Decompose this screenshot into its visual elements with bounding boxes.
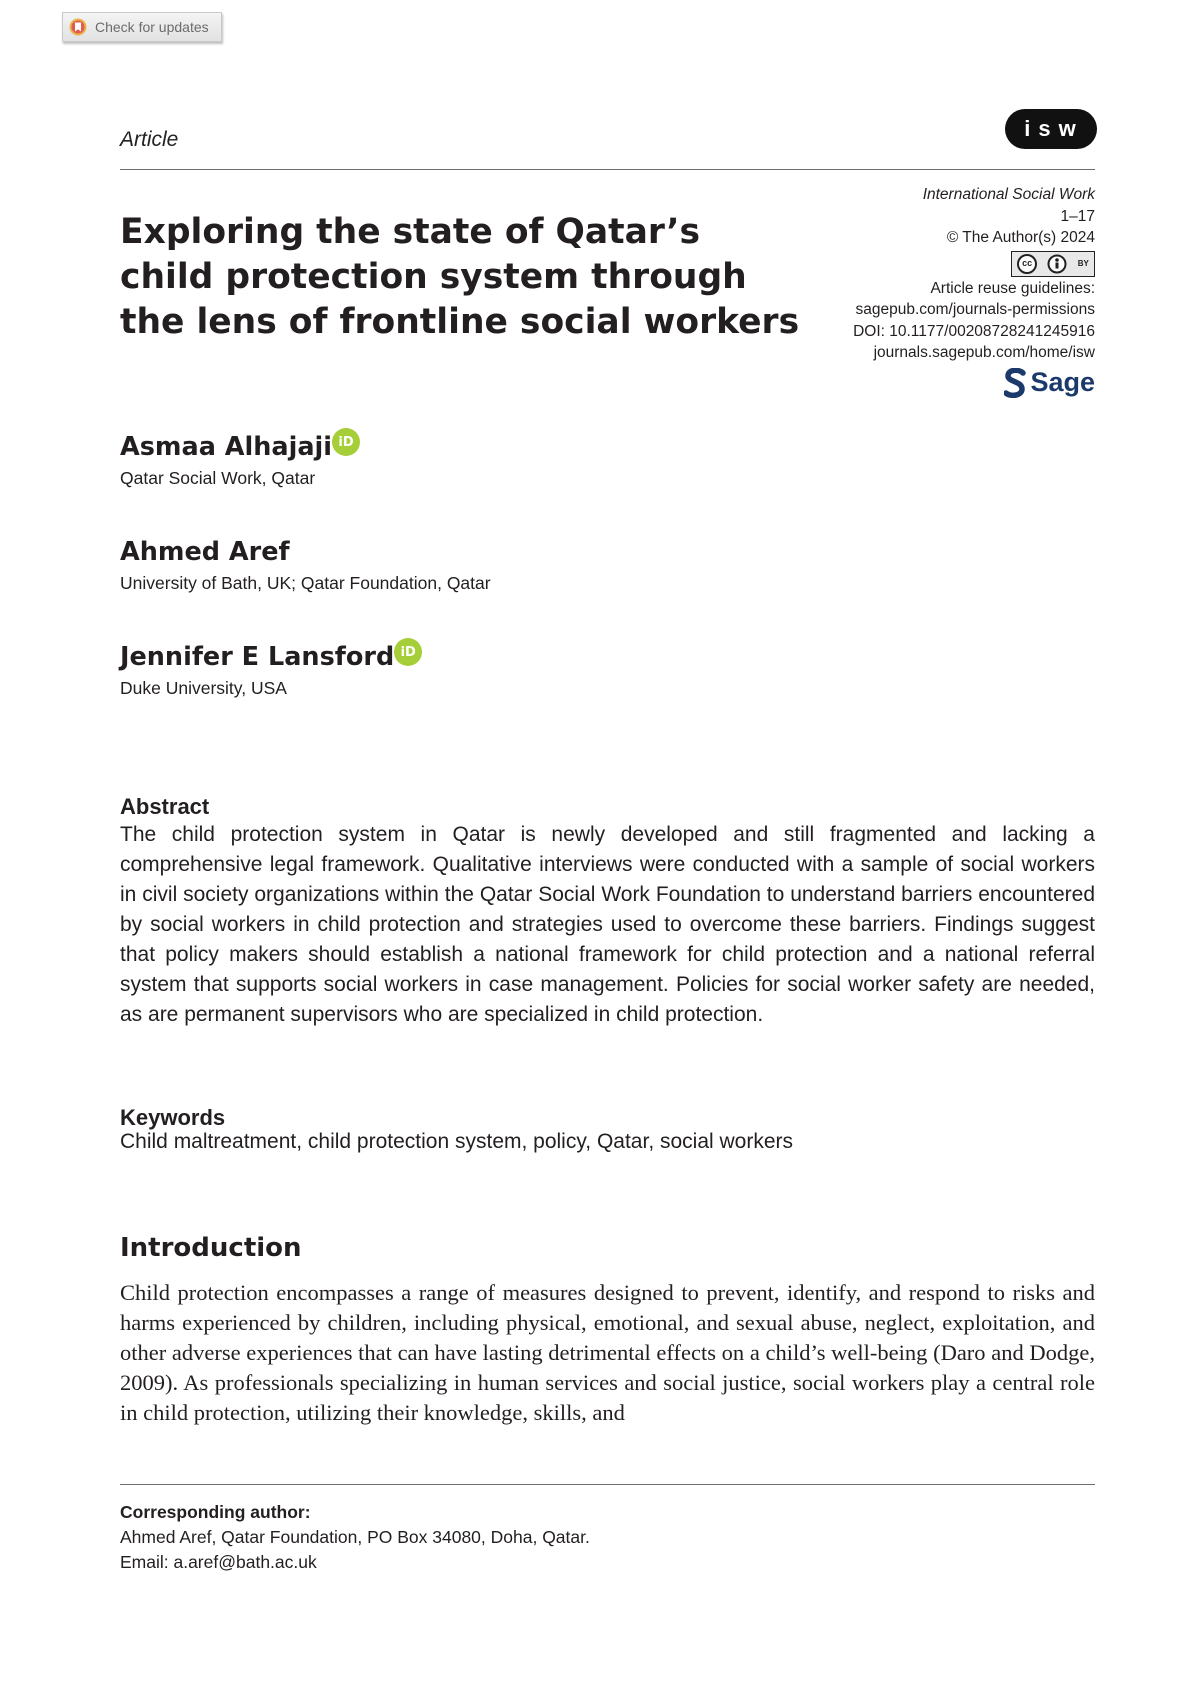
- page-range: 1–17: [1060, 207, 1095, 225]
- abstract-text: The child protection system in Qatar is newly developed and still fragmented and lacking a comprehensive legal framework. Qualitative interviews were conducted with a sample of social workers in civil society organizations within the Qatar Social Work Foundation to understand barriers encountered by social workers in child protection and strategies used to overcome these barriers. Findings suggest that policy makers should establish a national framework for child protection and a national referral system that supports social workers in case management. Policies for social worker safety are needed, as are permanent supervisors who are specialized in child protection.: [120, 823, 1095, 1026]
- corresponding-author-email[interactable]: Email: a.aref@bath.ac.uk: [120, 1552, 317, 1572]
- corresponding-author-address: Ahmed Aref, Qatar Foundation, PO Box 34080, Doha, Qatar.: [120, 1527, 590, 1547]
- introduction-text: Child protection encompasses a range of measures designed to prevent, identify, and respond to risks and harms experienced by children, including physical, emotional, and sexual abuse, neglect, exploitation, and other adverse experiences that can have lasting detrimental effects on a child’s well-being (Daro and Dodge, 2009). As professionals specializing in human services and social justice, social workers play a central role in child protection, utilizing their knowledge, skills, and: [120, 1280, 1095, 1425]
- bookmark-update-icon: [69, 18, 87, 36]
- orcid-icon[interactable]: iD: [332, 428, 360, 456]
- author-name: [120, 432, 360, 462]
- keywords-text: Child maltreatment, child protection system, policy, Qatar, social workers: [120, 1130, 794, 1153]
- check-for-updates-label: Check for updates: [95, 19, 209, 35]
- orcid-icon[interactable]: iD: [394, 638, 422, 666]
- cc-by-license-badge[interactable]: [1011, 251, 1095, 277]
- journal-logo: isw: [1005, 109, 1097, 149]
- article-title: Exploring the state of Qatar’s child protection system through the lens of frontline social workers: [120, 212, 800, 342]
- header-divider: [120, 169, 1095, 170]
- corresponding-author-label: Corresponding author:: [120, 1502, 311, 1522]
- footnote-divider: [120, 1484, 1095, 1485]
- sage-s-icon: [1004, 368, 1026, 398]
- author-name-text: Ahmed Aref: [120, 537, 290, 567]
- author-affiliation: Qatar Social Work, Qatar: [120, 468, 316, 488]
- doi-link[interactable]: DOI: 10.1177/00208728241245916: [853, 322, 1095, 340]
- author-name: [120, 642, 422, 672]
- copyright: © The Author(s) 2024: [946, 229, 1095, 246]
- article-type-label: Article: [120, 128, 179, 151]
- journal-name: International Social Work: [922, 186, 1095, 203]
- by-label: BY: [1077, 258, 1089, 268]
- author-name-text: Asmaa Alhajaji: [120, 432, 333, 462]
- author-name: [120, 537, 290, 567]
- keywords-heading: Keywords: [120, 1105, 226, 1130]
- author-affiliation: Duke University, USA: [120, 678, 287, 698]
- attribution-icon: [1047, 254, 1067, 274]
- reuse-guidelines-label: Article reuse guidelines:: [930, 279, 1095, 297]
- introduction-heading: Introduction: [120, 1233, 302, 1263]
- abstract-heading: Abstract: [120, 794, 210, 819]
- publisher-name: Sage: [1030, 366, 1095, 397]
- journal-home-link[interactable]: journals.sagepub.com/home/isw: [873, 344, 1095, 361]
- publisher-logo[interactable]: [1004, 368, 1095, 398]
- check-for-updates-button[interactable]: [62, 12, 222, 42]
- article-meta: [853, 184, 1095, 404]
- person-icon: [1047, 254, 1067, 274]
- author-name-text: Jennifer E Lansford: [120, 642, 395, 672]
- corresponding-author: [120, 1500, 590, 1575]
- reuse-guidelines-link[interactable]: sagepub.com/journals-permissions: [855, 301, 1095, 318]
- author-affiliation: University of Bath, UK; Qatar Foundation, Qatar: [120, 573, 491, 593]
- cc-icon: cc: [1017, 254, 1037, 274]
